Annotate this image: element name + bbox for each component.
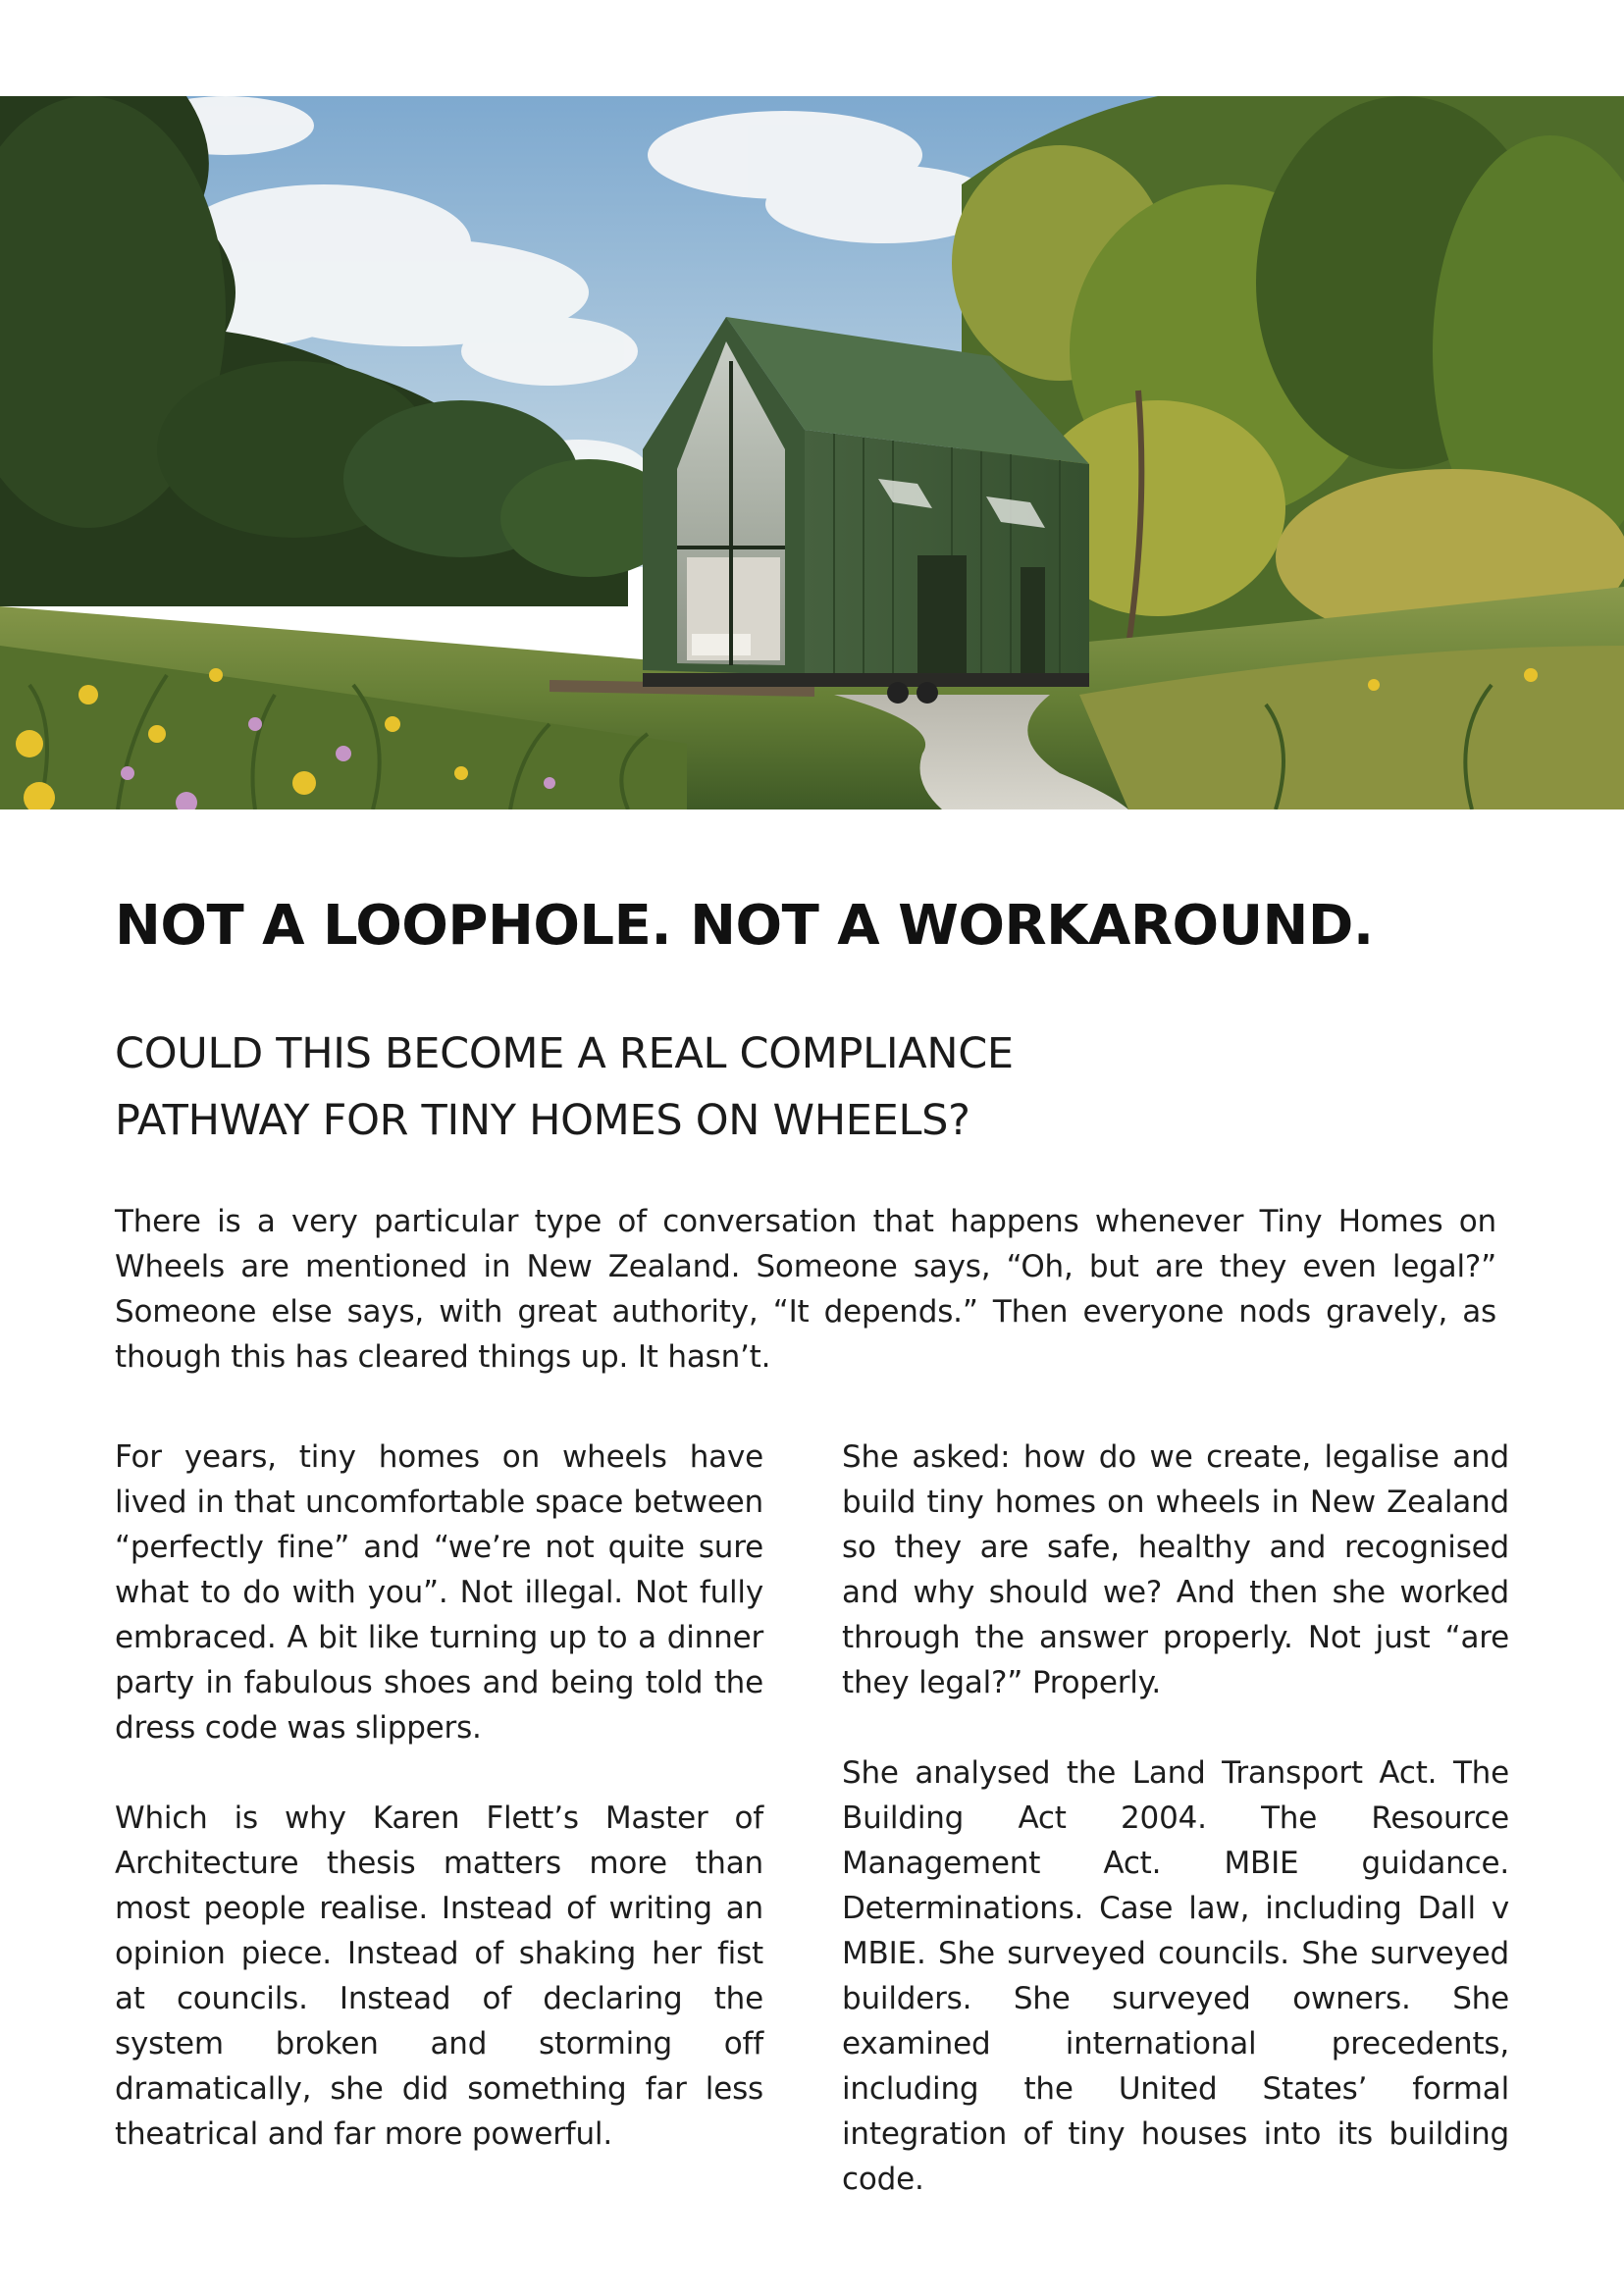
headline: NOT A LOOPHOLE. NOT A WORKAROUND. <box>115 894 1374 958</box>
left-column <box>115 1435 763 2202</box>
right-column <box>842 1435 1509 2247</box>
hero-photo <box>0 96 1624 809</box>
subheading <box>115 1020 1292 1154</box>
body-paragraph: She asked: how do we create, legalise and build tiny homes on wheels in New Zealand so they are safe, healthy and recognised and why should we? And then she worked through the answer properly. Not just “are they legal?” Properly. <box>842 1439 1509 1700</box>
subheading-line-1: COULD THIS BECOME A REAL COMPLIANCE <box>115 1029 1014 1078</box>
body-paragraph: Which is why Karen Flett’s Master of Architecture thesis matters more than most people realise. Instead of writing an opinion piece. Instead of shaking her fist at councils. Instead of declaring the system broken and storming off dramatically, she did something far less theatrical and far more powerful. <box>115 1800 763 2152</box>
subheading-line-2: PATHWAY FOR TINY HOMES ON WHEELS? <box>115 1096 970 1145</box>
body-paragraph: She analysed the Land Transport Act. The Building Act 2004. The Resource Management Act. MBIE guidance. Determinations. Case law, including Dall v MBIE. She surveyed councils. She surveyed builders. She surveyed owners. She examined international precedents, including the United States’ formal integration of tiny houses into its building code. <box>842 1755 1509 2197</box>
intro-paragraph: There is a very particular type of conversation that happens whenever Tiny Homes on Wheels are mentioned in New Zealand. Someone says, “Oh, but are they even legal?” Someone else says, with great authority, “It depends.” Then everyone nods gravely, as though this has cleared things up. It hasn’t. <box>115 1204 1496 1375</box>
body-paragraph: For years, tiny homes on wheels have lived in that uncomfortable space between “perfectly fine” and “we’re not quite sure what to do with you”. Not illegal. Not fully embraced. A bit like turning up to a dinner party in fabulous shoes and being told the dress code was slippers. <box>115 1439 763 1746</box>
